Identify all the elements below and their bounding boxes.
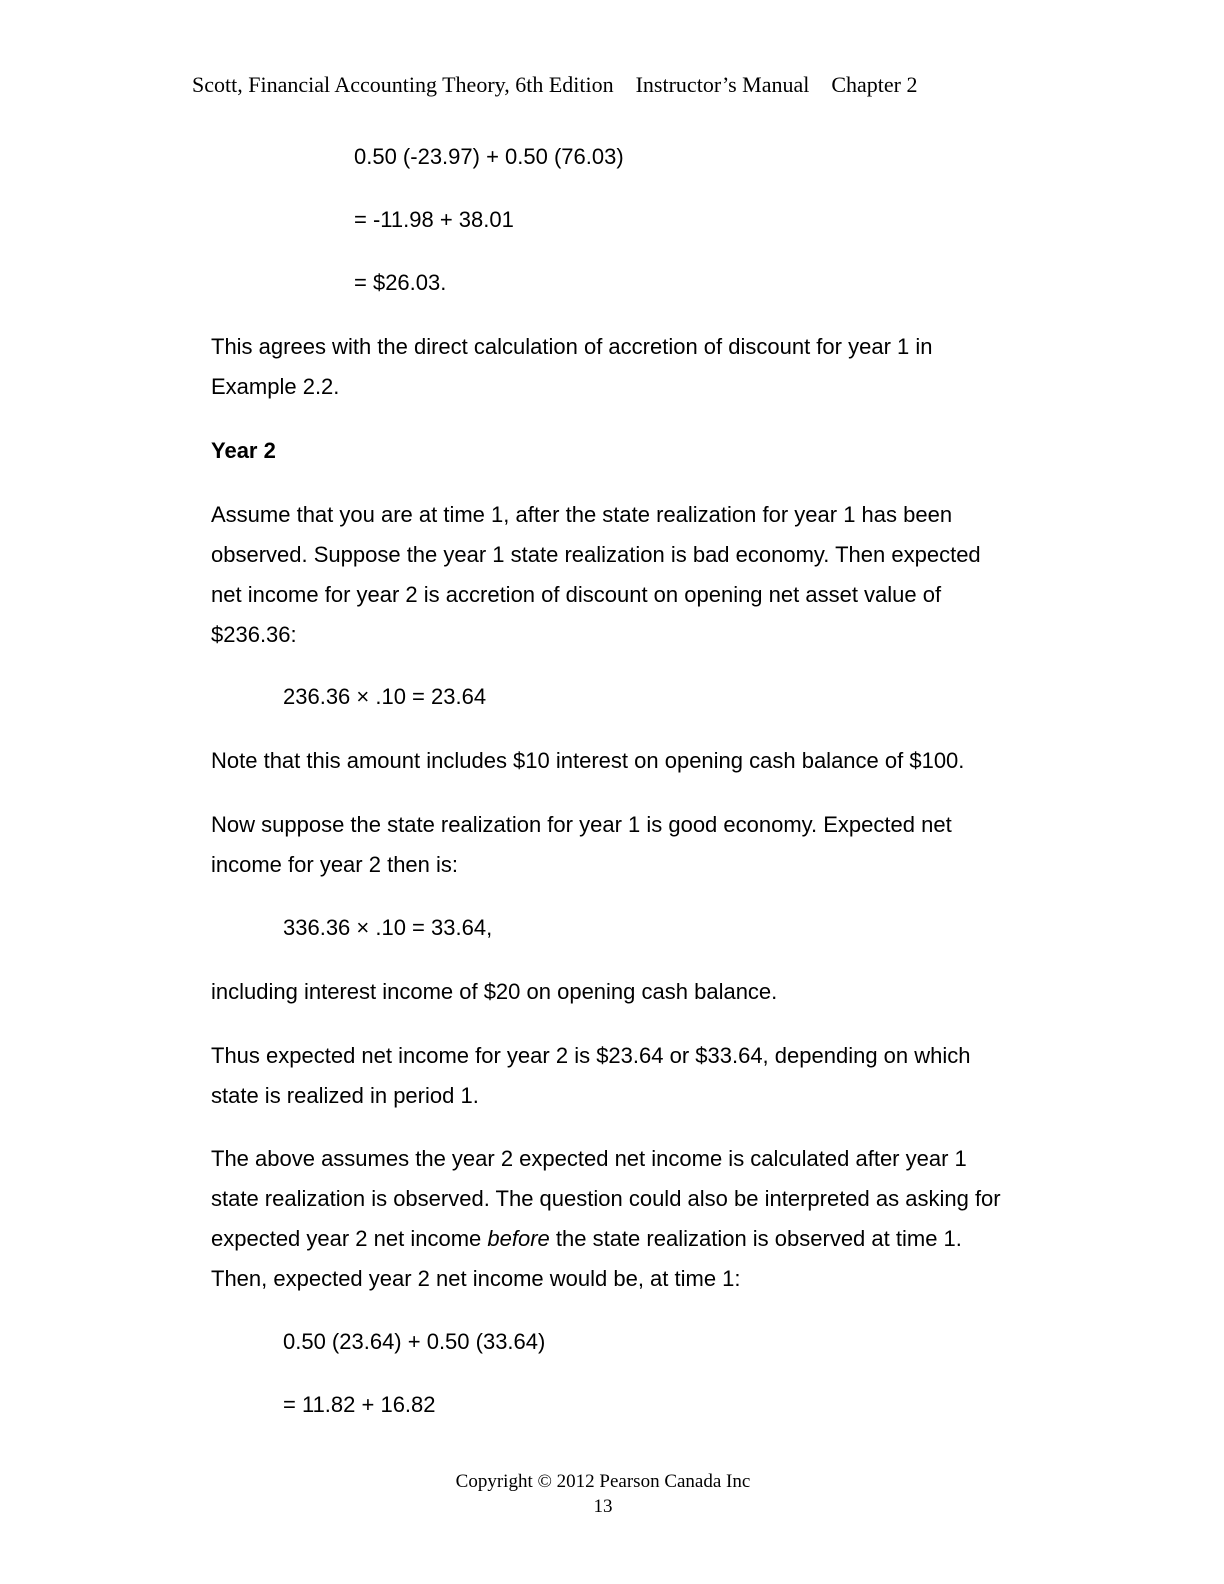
paragraph-line: The above assumes the year 2 expected net income is calculated after year 1 [211,1146,967,1171]
paragraph-line: Thus expected net income for year 2 is $23.64 or $33.64, depending on which [211,1043,971,1068]
equation-line: 0.50 (-23.97) + 0.50 (76.03) [354,144,624,169]
equation-line: = 11.82 + 16.82 [283,1392,436,1417]
equation-line: 0.50 (23.64) + 0.50 (33.64) [283,1329,546,1354]
paragraph-line: Now suppose the state realization for year 1 is good economy. Expected net [211,812,952,837]
equation-line: 336.36 × .10 = 33.64, [283,915,493,940]
paragraph-line: state is realized in period 1. [211,1083,479,1108]
running-header [192,70,918,100]
paragraph-line [211,1219,962,1259]
text-run: expected year 2 net income [211,1226,488,1251]
header-book-title: Scott, Financial Accounting Theory, 6th Edition [192,72,614,97]
paragraph-line: including interest income of $20 on opening cash balance. [211,979,778,1004]
page-number: 13 [593,1496,613,1517]
paragraph-line: Note that this amount includes $10 interest on opening cash balance of $100. [211,748,965,773]
equation-line: = $26.03. [354,270,447,295]
section-heading: Year 2 [211,438,276,463]
paragraph-line: $236.36: [211,622,297,647]
paragraph-line: income for year 2 then is: [211,852,459,877]
paragraph-line: state realization is observed. The question could also be interpreted as asking for [211,1186,1001,1211]
emphasis-before: before [487,1226,550,1251]
header-manual: Instructor’s Manual [635,72,810,97]
paragraph-line: net income for year 2 is accretion of discount on opening net asset value of [211,582,942,607]
equation-line: = -11.98 + 38.01 [354,207,514,232]
equation-line: 236.36 × .10 = 23.64 [283,684,487,709]
header-chapter: Chapter 2 [831,72,918,97]
text-run: the state realization is observed at time 1. [549,1226,962,1251]
paragraph-line: This agrees with the direct calculation of accretion of discount for year 1 in [211,334,933,359]
footer-copyright: Copyright © 2012 Pearson Canada Inc [455,1471,751,1492]
paragraph-line: Assume that you are at time 1, after the state realization for year 1 has been [211,502,953,527]
paragraph-line: observed. Suppose the year 1 state realization is bad economy. Then expected [211,542,981,567]
paragraph-line: Then, expected year 2 net income would be, at time 1: [211,1266,741,1291]
paragraph-line: Example 2.2. [211,374,340,399]
